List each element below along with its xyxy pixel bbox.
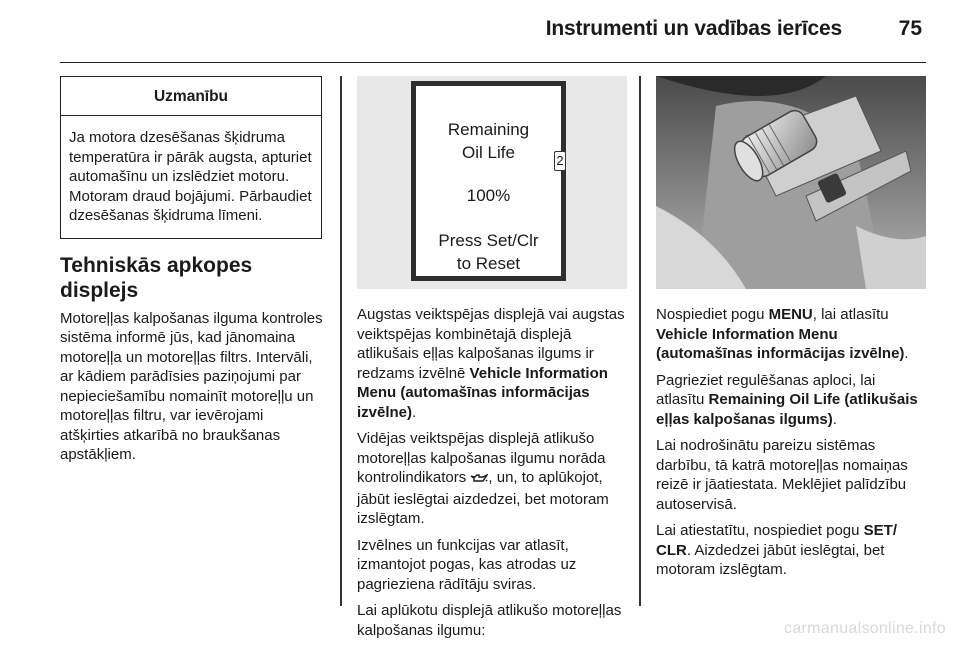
text: Vidējas veiktspējas displejā atlikušo motoreļļas kalpošanas ilgumu norāda kontrolindikators <box>357 430 606 486</box>
column-1 <box>60 76 324 472</box>
text: . <box>904 345 909 362</box>
paragraph-3: Izvēlnes un funkcijas var atlasīt, izmantojot pogas, kas atrodas uz pagrieziena rādītāju sviras. <box>357 536 577 593</box>
paragraph-2 <box>656 371 926 430</box>
display-line-2: Oil Life <box>462 143 515 162</box>
header-title: Instrumenti un vadības ierīces <box>545 17 842 40</box>
oil-can-icon <box>470 470 488 490</box>
caution-box <box>60 76 322 239</box>
column-3 <box>656 76 926 587</box>
column-divider <box>340 76 342 606</box>
watermark: carmanualsonline.info <box>784 620 946 637</box>
page-header <box>60 0 926 63</box>
text: Augstas veiktspējas displejā vai augstas veiktspējas kombinētajā displejā atlikušais eļļas kalpošanas ilgums ir redzams izvēlnē <box>357 306 625 382</box>
display-line-4: to Reset <box>456 254 521 273</box>
text: Pagrieziet regulēšanas aploci, lai atlasītu <box>656 371 876 408</box>
column-2 <box>357 76 627 647</box>
menu-item-name: Remaining Oil Life (atlikušais eļļas kalpošanas ilgums) <box>656 391 918 428</box>
button-name: MENU <box>768 306 813 323</box>
turn-signal-lever-photo <box>656 76 926 289</box>
oil-life-display <box>411 81 566 281</box>
menu-name: Vehicle Information Menu (automašīnas informācijas izvēlne) <box>656 325 905 362</box>
figure-number-badge: 2 <box>554 151 566 171</box>
paragraph-1 <box>357 305 627 422</box>
paragraph-4: Lai aplūkotu displejā atlikušo motoreļļas kalpošanas ilgumu: <box>357 602 622 639</box>
text: , un, to aplūkojot, jābūt ieslēgtai aizdedzei, bet motoram izslēgtam. <box>357 469 609 527</box>
paragraph-4 <box>656 521 926 580</box>
column-divider <box>639 76 641 606</box>
text: Nospiediet pogu <box>656 306 769 323</box>
display-line-3: Press Set/Clr <box>438 231 539 250</box>
text: . <box>832 410 837 428</box>
paragraph-3: Lai nodrošinātu pareizu sistēmas darbību, tā katrā motoreļļas nomaiņas reizē ir jāatiestata. Meklējiet palīdzību autoservisā. <box>656 437 908 513</box>
section-heading: Tehniskās apkopes displejs <box>60 253 253 302</box>
button-name: SET/ CLR <box>656 522 897 559</box>
text: Lai atiestatītu, nospiediet pogu <box>656 522 864 539</box>
display-figure <box>357 76 627 289</box>
caution-title: Uzmanību <box>61 77 321 116</box>
text: . <box>412 403 417 421</box>
text: . Aizdedzei jābūt ieslēgtai, bet motoram izslēgtam. <box>656 541 885 578</box>
page-number: 75 <box>898 17 922 40</box>
paragraph-1 <box>656 305 926 364</box>
section-text: Motoreļļas kalpošanas ilguma kontroles sistēma informē jūs, kad jānomaina motoreļļa un motoreļļas filtrs. Intervāli, ar kādiem parādīsies paziņojumi par nepieciešamību nomainīt motoreļļu un motoreļļas filtru, var ievērojami atšķirties atkarībā no braukšanas apstākļiem. <box>60 309 323 463</box>
display-line-1: Remaining <box>447 120 530 139</box>
text: , lai atlasītu <box>812 306 889 323</box>
paragraph-2 <box>357 429 627 529</box>
caution-text: Ja motora dzesēšanas šķidruma temperatūra ir pārāk augsta, apturiet automašīnu un izslēdziet motoru. Motoram draud bojājumi. Pārbaudiet dzesēšanas šķidruma līmeni. <box>69 129 312 224</box>
display-value: 100% <box>466 186 511 205</box>
menu-name: Vehicle Information Menu (automašīnas informācijas izvēlne) <box>357 364 608 421</box>
